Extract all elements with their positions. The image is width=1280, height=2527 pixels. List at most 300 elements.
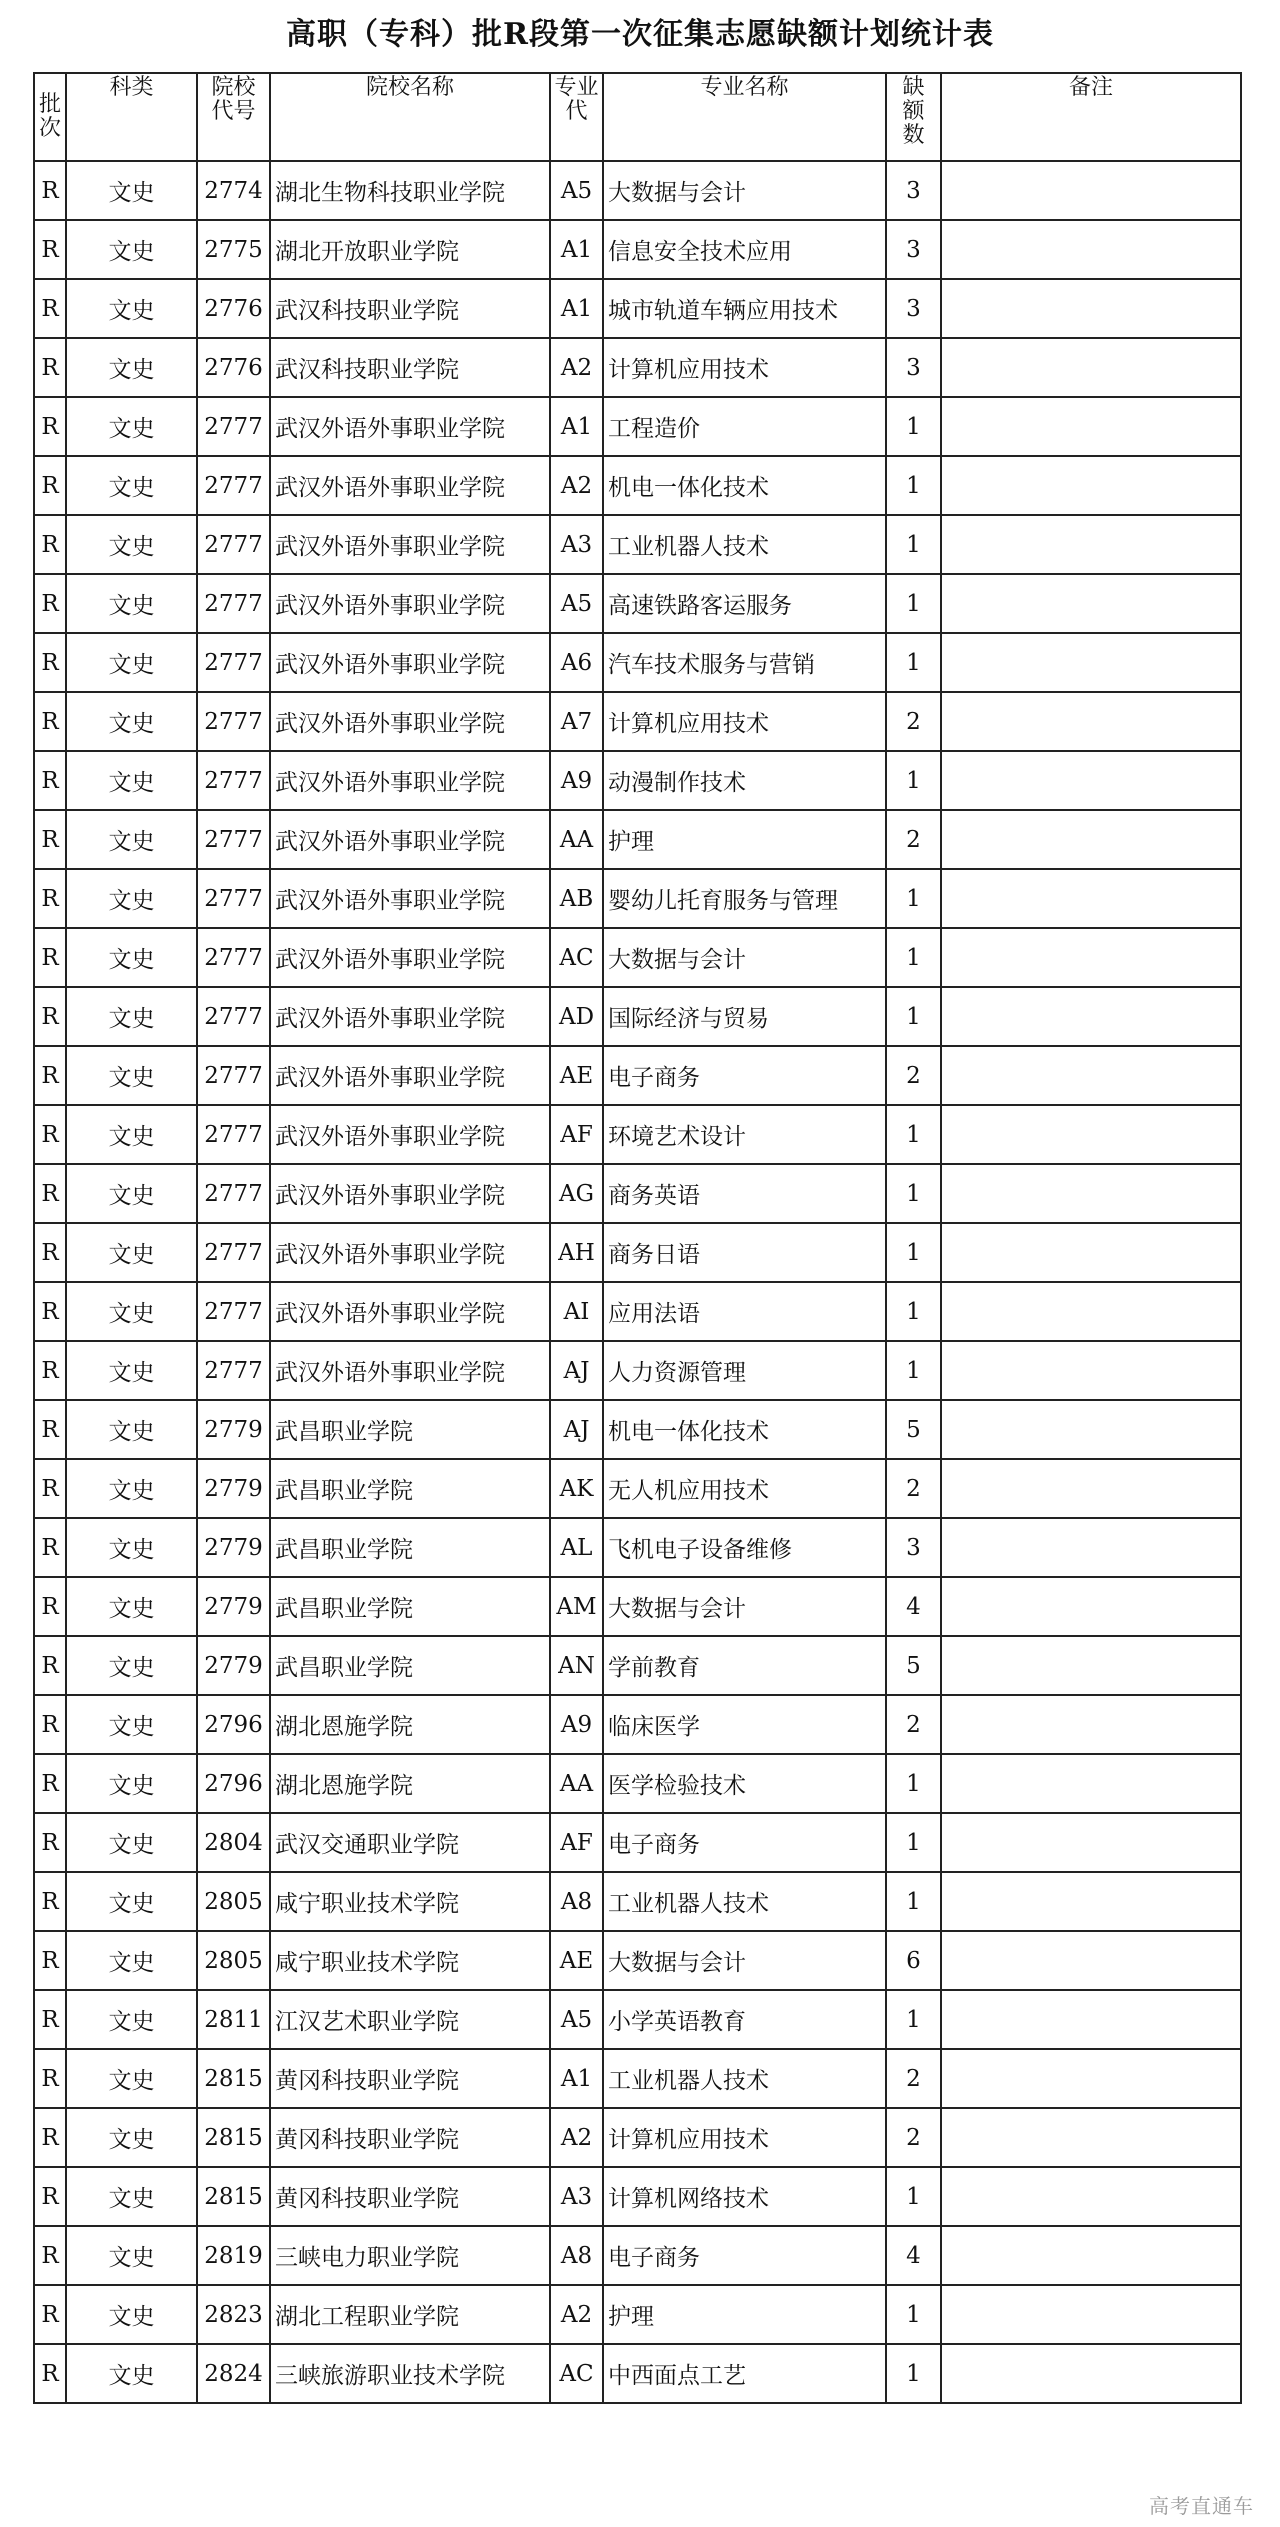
cell-remark [941,2167,1241,2226]
page-title: 高职（专科）批R段第一次征集志愿缺额计划统计表 [286,17,994,52]
cell-remark [941,987,1241,1046]
cell-vacancy: 5 [886,1400,941,1459]
cell-school-name: 武汉外语外事职业学院 [270,869,550,928]
cell-major-name: 计算机应用技术 [603,692,886,751]
cell-category: 文史 [66,220,197,279]
header-category: 科类 [66,73,197,161]
cell-batch: R [34,1105,66,1164]
cell-major-code: A5 [550,161,603,220]
cell-remark [941,456,1241,515]
cell-category: 文史 [66,1105,197,1164]
cell-category: 文史 [66,1990,197,2049]
cell-major-code: AA [550,1754,603,1813]
cell-major-name: 电子商务 [603,2226,886,2285]
cell-school-code: 2777 [197,574,270,633]
cell-school-name: 武汉外语外事职业学院 [270,692,550,751]
table-row [34,928,1241,987]
cell-major-code: A2 [550,2285,603,2344]
cell-major-name: 电子商务 [603,1813,886,1872]
cell-major-code: AA [550,810,603,869]
cell-category: 文史 [66,279,197,338]
cell-category: 文史 [66,1931,197,1990]
cell-school-code: 2777 [197,456,270,515]
cell-major-code: A2 [550,456,603,515]
table-row [34,1872,1241,1931]
cell-school-code: 2777 [197,751,270,810]
cell-school-name: 武昌职业学院 [270,1400,550,1459]
cell-major-code: A5 [550,574,603,633]
table-row [34,1282,1241,1341]
table-row [34,1518,1241,1577]
cell-school-code: 2824 [197,2344,270,2403]
cell-school-name: 武汉外语外事职业学院 [270,574,550,633]
header-school-name: 院校名称 [270,73,550,161]
cell-category: 文史 [66,987,197,1046]
cell-major-code: A1 [550,2049,603,2108]
cell-batch: R [34,220,66,279]
cell-vacancy: 2 [886,2108,941,2167]
cell-category: 文史 [66,1046,197,1105]
cell-batch: R [34,1695,66,1754]
cell-vacancy: 2 [886,810,941,869]
cell-school-name: 武昌职业学院 [270,1577,550,1636]
cell-major-name: 中西面点工艺 [603,2344,886,2403]
cell-major-name: 小学英语教育 [603,1990,886,2049]
cell-remark [941,1872,1241,1931]
cell-vacancy: 1 [886,751,941,810]
cell-school-code: 2777 [197,633,270,692]
cell-school-name: 武汉外语外事职业学院 [270,633,550,692]
cell-vacancy: 2 [886,1459,941,1518]
cell-major-code: AD [550,987,603,1046]
cell-category: 文史 [66,1341,197,1400]
table-row [34,987,1241,1046]
cell-batch: R [34,1459,66,1518]
table-row [34,2226,1241,2285]
cell-category: 文史 [66,397,197,456]
cell-batch: R [34,1931,66,1990]
table-row [34,810,1241,869]
cell-vacancy: 1 [886,456,941,515]
cell-major-name: 婴幼儿托育服务与管理 [603,869,886,928]
cell-batch: R [34,1400,66,1459]
cell-batch: R [34,1872,66,1931]
table-row [34,1223,1241,1282]
cell-vacancy: 2 [886,2049,941,2108]
cell-major-code: AF [550,1813,603,1872]
header-vacancy: 缺额数 [886,73,941,161]
cell-school-name: 湖北恩施学院 [270,1754,550,1813]
cell-remark [941,1636,1241,1695]
cell-batch: R [34,1046,66,1105]
cell-school-code: 2796 [197,1695,270,1754]
cell-school-code: 2779 [197,1459,270,1518]
cell-batch: R [34,1341,66,1400]
cell-category: 文史 [66,869,197,928]
cell-vacancy: 1 [886,1813,941,1872]
table-row [34,338,1241,397]
cell-batch: R [34,2344,66,2403]
cell-major-code: AE [550,1046,603,1105]
cell-remark [941,1695,1241,1754]
cell-category: 文史 [66,928,197,987]
cell-vacancy: 1 [886,987,941,1046]
cell-school-name: 武汉外语外事职业学院 [270,1046,550,1105]
cell-major-name: 学前教育 [603,1636,886,1695]
cell-major-name: 大数据与会计 [603,928,886,987]
cell-remark [941,2049,1241,2108]
cell-category: 文史 [66,1872,197,1931]
cell-school-name: 咸宁职业技术学院 [270,1931,550,1990]
cell-remark [941,1400,1241,1459]
cell-category: 文史 [66,2167,197,2226]
cell-vacancy: 1 [886,515,941,574]
cell-major-code: A2 [550,338,603,397]
cell-batch: R [34,1813,66,1872]
cell-category: 文史 [66,574,197,633]
cell-major-code: A5 [550,1990,603,2049]
table-row [34,1341,1241,1400]
cell-category: 文史 [66,633,197,692]
cell-vacancy: 1 [886,397,941,456]
cell-major-name: 应用法语 [603,1282,886,1341]
cell-school-name: 湖北恩施学院 [270,1695,550,1754]
cell-major-code: A9 [550,751,603,810]
cell-school-code: 2777 [197,869,270,928]
cell-school-name: 武汉外语外事职业学院 [270,810,550,869]
cell-vacancy: 1 [886,1754,941,1813]
cell-remark [941,633,1241,692]
cell-school-code: 2777 [197,1164,270,1223]
cell-vacancy: 1 [886,2344,941,2403]
cell-remark [941,1931,1241,1990]
cell-major-name: 信息安全技术应用 [603,220,886,279]
cell-major-code: A1 [550,220,603,279]
cell-major-name: 大数据与会计 [603,1931,886,1990]
cell-remark [941,1105,1241,1164]
table-row [34,869,1241,928]
cell-category: 文史 [66,751,197,810]
cell-category: 文史 [66,1459,197,1518]
table-row [34,515,1241,574]
cell-school-name: 湖北工程职业学院 [270,2285,550,2344]
cell-major-name: 计算机应用技术 [603,2108,886,2167]
table-body [34,161,1241,2403]
cell-category: 文史 [66,456,197,515]
cell-school-code: 2777 [197,515,270,574]
cell-major-code: A1 [550,397,603,456]
cell-remark [941,1518,1241,1577]
cell-major-name: 计算机应用技术 [603,338,886,397]
cell-vacancy: 3 [886,220,941,279]
cell-major-code: AE [550,1931,603,1990]
cell-school-name: 三峡电力职业学院 [270,2226,550,2285]
cell-major-name: 大数据与会计 [603,161,886,220]
cell-vacancy: 2 [886,692,941,751]
cell-major-code: A2 [550,2108,603,2167]
cell-vacancy: 1 [886,1164,941,1223]
cell-vacancy: 1 [886,1990,941,2049]
cell-batch: R [34,161,66,220]
cell-school-code: 2777 [197,692,270,751]
table-row [34,751,1241,810]
cell-major-name: 人力资源管理 [603,1341,886,1400]
cell-major-code: AK [550,1459,603,1518]
cell-remark [941,2226,1241,2285]
table-row [34,1754,1241,1813]
cell-major-name: 动漫制作技术 [603,751,886,810]
cell-school-code: 2777 [197,1046,270,1105]
cell-remark [941,692,1241,751]
cell-remark [941,751,1241,810]
cell-school-code: 2823 [197,2285,270,2344]
cell-remark [941,515,1241,574]
cell-school-name: 武汉外语外事职业学院 [270,397,550,456]
cell-major-name: 计算机网络技术 [603,2167,886,2226]
cell-remark [941,397,1241,456]
cell-batch: R [34,1754,66,1813]
cell-batch: R [34,1223,66,1282]
cell-vacancy: 1 [886,1341,941,1400]
cell-major-name: 工业机器人技术 [603,2049,886,2108]
cell-remark [941,1754,1241,1813]
cell-vacancy: 5 [886,1636,941,1695]
cell-batch: R [34,456,66,515]
cell-major-code: AB [550,869,603,928]
cell-school-name: 武汉外语外事职业学院 [270,1341,550,1400]
cell-category: 文史 [66,2226,197,2285]
cell-major-code: AL [550,1518,603,1577]
cell-school-code: 2805 [197,1872,270,1931]
table-row [34,1695,1241,1754]
cell-major-name: 国际经济与贸易 [603,987,886,1046]
cell-batch: R [34,1636,66,1695]
cell-school-name: 三峡旅游职业技术学院 [270,2344,550,2403]
cell-school-code: 2805 [197,1931,270,1990]
cell-major-code: AJ [550,1341,603,1400]
cell-batch: R [34,1164,66,1223]
cell-remark [941,1164,1241,1223]
cell-major-name: 电子商务 [603,1046,886,1105]
cell-major-name: 大数据与会计 [603,1577,886,1636]
header-remark: 备注 [941,73,1241,161]
cell-category: 文史 [66,1518,197,1577]
cell-batch: R [34,1990,66,2049]
cell-school-code: 2777 [197,1105,270,1164]
cell-vacancy: 3 [886,161,941,220]
cell-school-code: 2777 [197,1282,270,1341]
cell-school-code: 2779 [197,1518,270,1577]
cell-vacancy: 2 [886,1046,941,1105]
vacancy-table [33,72,1242,2404]
cell-vacancy: 1 [886,869,941,928]
cell-vacancy: 1 [886,574,941,633]
cell-major-code: AG [550,1164,603,1223]
cell-vacancy: 1 [886,1223,941,1282]
cell-school-name: 武汉外语外事职业学院 [270,928,550,987]
table-row [34,1636,1241,1695]
cell-remark [941,2344,1241,2403]
table-row [34,633,1241,692]
cell-school-code: 2815 [197,2108,270,2167]
cell-remark [941,869,1241,928]
cell-vacancy: 2 [886,1695,941,1754]
cell-remark [941,2108,1241,2167]
cell-category: 文史 [66,810,197,869]
cell-remark [941,161,1241,220]
cell-major-code: AM [550,1577,603,1636]
cell-school-name: 湖北开放职业学院 [270,220,550,279]
table-row [34,1813,1241,1872]
cell-remark [941,2285,1241,2344]
cell-school-name: 武昌职业学院 [270,1459,550,1518]
cell-category: 文史 [66,1223,197,1282]
cell-major-code: AF [550,1105,603,1164]
cell-category: 文史 [66,2285,197,2344]
cell-school-code: 2804 [197,1813,270,1872]
table-row [34,692,1241,751]
cell-school-name: 武汉外语外事职业学院 [270,515,550,574]
cell-batch: R [34,2049,66,2108]
cell-major-code: A3 [550,2167,603,2226]
cell-remark [941,1223,1241,1282]
table-row [34,1046,1241,1105]
cell-school-name: 江汉艺术职业学院 [270,1990,550,2049]
table-row [34,1105,1241,1164]
cell-school-code: 2777 [197,928,270,987]
table-row [34,2049,1241,2108]
cell-batch: R [34,397,66,456]
cell-major-code: A3 [550,515,603,574]
table-row [34,279,1241,338]
cell-batch: R [34,1518,66,1577]
cell-major-code: AJ [550,1400,603,1459]
cell-major-code: AI [550,1282,603,1341]
cell-category: 文史 [66,1695,197,1754]
cell-vacancy: 3 [886,279,941,338]
cell-batch: R [34,987,66,1046]
table-row [34,220,1241,279]
cell-batch: R [34,2108,66,2167]
cell-school-name: 湖北生物科技职业学院 [270,161,550,220]
cell-major-code: A1 [550,279,603,338]
cell-category: 文史 [66,338,197,397]
cell-major-name: 工业机器人技术 [603,515,886,574]
cell-batch: R [34,633,66,692]
cell-vacancy: 3 [886,338,941,397]
cell-school-code: 2777 [197,810,270,869]
cell-remark [941,1813,1241,1872]
cell-major-name: 机电一体化技术 [603,456,886,515]
cell-school-code: 2779 [197,1400,270,1459]
cell-category: 文史 [66,161,197,220]
table-row [34,2108,1241,2167]
cell-remark [941,1459,1241,1518]
cell-school-name: 武汉外语外事职业学院 [270,1105,550,1164]
cell-category: 文史 [66,2108,197,2167]
cell-remark [941,338,1241,397]
cell-major-name: 机电一体化技术 [603,1400,886,1459]
table-row [34,1400,1241,1459]
cell-school-code: 2776 [197,279,270,338]
table-row [34,397,1241,456]
cell-school-name: 武汉外语外事职业学院 [270,1282,550,1341]
cell-school-name: 武汉科技职业学院 [270,338,550,397]
cell-remark [941,279,1241,338]
cell-school-code: 2777 [197,1341,270,1400]
table-row [34,161,1241,220]
cell-school-name: 武昌职业学院 [270,1518,550,1577]
cell-category: 文史 [66,1164,197,1223]
cell-major-name: 临床医学 [603,1695,886,1754]
cell-major-name: 环境艺术设计 [603,1105,886,1164]
cell-school-code: 2777 [197,987,270,1046]
cell-major-name: 工业机器人技术 [603,1872,886,1931]
table-row [34,2167,1241,2226]
cell-major-code: A8 [550,1872,603,1931]
cell-major-code: A9 [550,1695,603,1754]
cell-category: 文史 [66,1813,197,1872]
cell-school-name: 武汉交通职业学院 [270,1813,550,1872]
cell-remark [941,928,1241,987]
cell-vacancy: 1 [886,2285,941,2344]
cell-major-name: 护理 [603,810,886,869]
table-row [34,1931,1241,1990]
cell-school-name: 黄冈科技职业学院 [270,2167,550,2226]
cell-category: 文史 [66,2049,197,2108]
header-batch: 批次 [34,73,66,161]
cell-vacancy: 1 [886,633,941,692]
cell-batch: R [34,574,66,633]
table-row [34,574,1241,633]
cell-major-name: 城市轨道车辆应用技术 [603,279,886,338]
cell-school-name: 黄冈科技职业学院 [270,2049,550,2108]
cell-vacancy: 4 [886,2226,941,2285]
cell-batch: R [34,928,66,987]
cell-remark [941,1341,1241,1400]
cell-remark [941,1046,1241,1105]
cell-school-code: 2779 [197,1577,270,1636]
cell-major-name: 商务英语 [603,1164,886,1223]
cell-category: 文史 [66,515,197,574]
cell-batch: R [34,751,66,810]
cell-category: 文史 [66,1282,197,1341]
cell-school-name: 咸宁职业技术学院 [270,1872,550,1931]
cell-major-name: 无人机应用技术 [603,1459,886,1518]
cell-category: 文史 [66,2344,197,2403]
cell-school-name: 武汉外语外事职业学院 [270,1223,550,1282]
cell-batch: R [34,2167,66,2226]
cell-school-code: 2796 [197,1754,270,1813]
cell-vacancy: 4 [886,1577,941,1636]
table-row [34,456,1241,515]
cell-school-code: 2775 [197,220,270,279]
table-row [34,2344,1241,2403]
cell-vacancy: 1 [886,1282,941,1341]
table-row [34,1577,1241,1636]
cell-major-name: 汽车技术服务与营销 [603,633,886,692]
cell-batch: R [34,515,66,574]
cell-major-code: A7 [550,692,603,751]
cell-major-name: 商务日语 [603,1223,886,1282]
cell-remark [941,220,1241,279]
cell-vacancy: 1 [886,928,941,987]
cell-school-name: 武汉外语外事职业学院 [270,456,550,515]
cell-school-code: 2815 [197,2167,270,2226]
cell-remark [941,1990,1241,2049]
cell-major-code: A8 [550,2226,603,2285]
cell-school-code: 2774 [197,161,270,220]
